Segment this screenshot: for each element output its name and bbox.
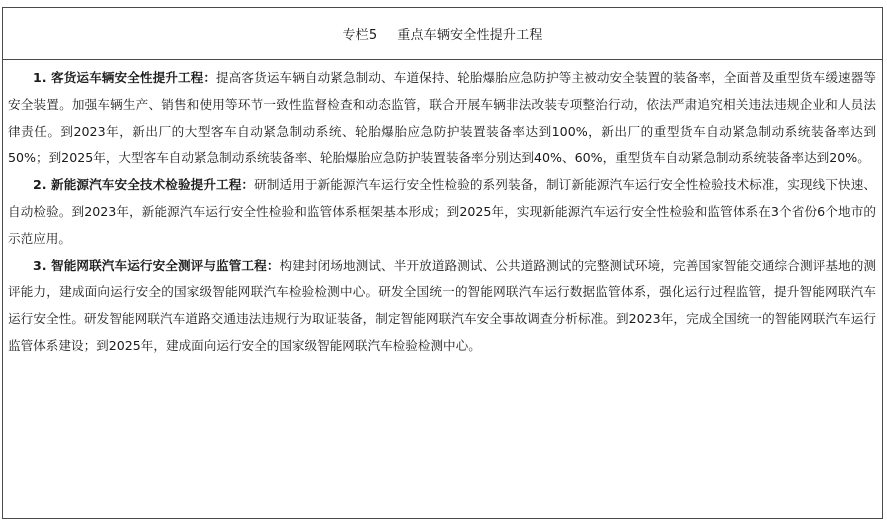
item-paragraph: [8, 172, 876, 252]
item-body: 研制适用于新能源汽车运行安全性检验的系列装备，制订新能源汽车运行安全性检验技术标准，实现线下快速、自动检验。到2023年，新能源汽车运行安全性检验和监管体系框架基本形成；到2025年，实现新能源汽车运行安全性检验和监管体系在3个省份6个地市的示范应用。: [8, 177, 876, 246]
box-content: [3, 60, 882, 360]
item-paragraph: [8, 253, 876, 360]
box-label: 专栏5: [342, 28, 378, 43]
item-heading: 2. 新能源汽车安全技术检验提升工程：: [33, 177, 255, 193]
feature-box: [2, 7, 883, 519]
box-title: 重点车辆安全性提升工程: [397, 28, 543, 43]
item-heading: 3. 智能网联汽车运行安全测评与监管工程：: [33, 257, 280, 273]
item-paragraph: [8, 65, 876, 172]
box-title-row: [3, 8, 882, 60]
item-heading: 1. 客货运车辆安全性提升工程：: [33, 70, 217, 85]
item-body: 提高客货运车辆自动紧急制动、车道保持、轮胎爆胎应急防护等主被动安全装置的装备率，全面普及重型货车缓速器等安全装置。加强车辆生产、销售和使用等环节一致性监督检查和动态监管，联合开展车辆非法改装专项整治行动，依法严肃追究相关违法违规企业和人员法律责任。到2023年，新出厂的大型客车自动紧急制动系统、轮胎爆胎应急防护装置装备率达到100%，新出厂的重型货车自动紧急制动系统装备率达到50%；到2025年，大型客车自动紧急制动系统装备率、轮胎爆胎应急防护装置装备率分别达到40%、60%，重型货车自动紧急制动系统装备率达到20%。: [8, 70, 876, 166]
item-body: 构建封闭场地测试、半开放道路测试、公共道路测试的完整测试环境，完善国家智能交通综合测评基地的测评能力，建成面向运行安全的国家级智能网联汽车检验检测中心。研发全国统一的智能网联汽车运行数据监管体系，强化运行过程监管，提升智能网联汽车运行安全性。研发智能网联汽车道路交通违法违规行为取证装备，制定智能网联汽车安全事故调查分析标准。到2023年，完成全国统一的智能网联汽车运行监管体系建设；到2025年，建成面向运行安全的国家级智能网联汽车检验检测中心。: [8, 257, 876, 353]
